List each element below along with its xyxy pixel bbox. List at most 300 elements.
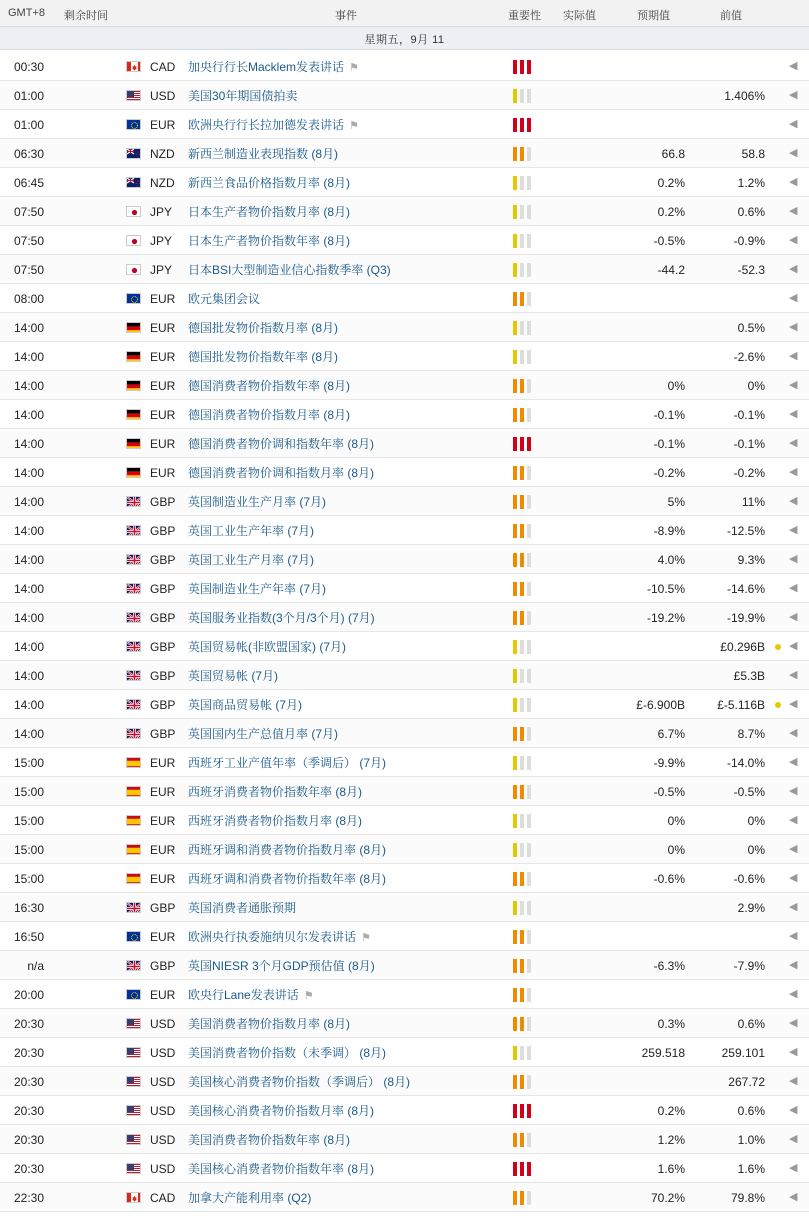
- event-title: 美国消费者物价指数年率 (8月): [188, 1133, 351, 1147]
- event-link[interactable]: [188, 611, 375, 625]
- table-row[interactable]: [0, 835, 809, 864]
- currency-code: NZD: [150, 147, 175, 161]
- previous-value: 1.6%: [737, 1162, 765, 1176]
- actual-value: 70.2%: [650, 1191, 685, 1205]
- event-link[interactable]: [188, 60, 359, 75]
- table-row[interactable]: [0, 371, 809, 400]
- event-link[interactable]: [188, 495, 326, 509]
- previous-value: 0.6%: [737, 205, 765, 219]
- importance-mark: [520, 1046, 524, 1060]
- table-row[interactable]: [0, 1038, 809, 1067]
- previous-value: -0.6%: [733, 872, 765, 886]
- event-link[interactable]: [188, 901, 296, 915]
- table-row[interactable]: [0, 168, 809, 197]
- table-row[interactable]: [0, 1125, 809, 1154]
- event-link[interactable]: [188, 1046, 386, 1060]
- importance-mark: [527, 669, 531, 683]
- importance-mark: [527, 1162, 531, 1176]
- event-link[interactable]: [188, 263, 391, 277]
- importance-indicator: [513, 727, 535, 741]
- event-time: 07:50: [13, 263, 44, 277]
- event-link[interactable]: [188, 1162, 374, 1176]
- expand-arrow-icon[interactable]: ◀: [789, 1104, 798, 1116]
- event-link[interactable]: [188, 1017, 350, 1031]
- event-link[interactable]: [188, 408, 350, 422]
- event-time: 01:00: [13, 118, 44, 132]
- canada-flag-icon: [126, 1192, 141, 1203]
- importance-mark: [527, 756, 531, 770]
- event-title: 西班牙调和消费者物价指数月率 (8月): [188, 843, 387, 857]
- expand-arrow-icon[interactable]: ◀: [789, 1162, 798, 1174]
- previous-value: 58.8: [741, 147, 765, 161]
- speech-icon: ⚑: [361, 932, 371, 944]
- previous-value: -0.2%: [733, 466, 765, 480]
- united-states-flag-icon: [126, 1018, 141, 1029]
- currency-code: EUR: [150, 408, 176, 422]
- actual-value: -44.2: [657, 263, 685, 277]
- actual-header: 实际值: [563, 10, 596, 22]
- table-row[interactable]: [0, 603, 809, 632]
- united-states-flag-icon: [126, 1105, 141, 1116]
- currency-code: EUR: [150, 872, 176, 886]
- event-time: 14:00: [13, 495, 44, 509]
- actual-value: 259.518: [641, 1046, 685, 1060]
- actual-value: 0.2%: [657, 176, 685, 190]
- event-list: [0, 52, 809, 1212]
- importance-mark: [520, 205, 524, 219]
- table-row[interactable]: [0, 1009, 809, 1038]
- table-row[interactable]: [0, 400, 809, 429]
- event-title: 美国消费者物价指数（未季调） (8月): [188, 1046, 387, 1060]
- event-link[interactable]: [188, 350, 338, 364]
- actual-value: 4.0%: [657, 553, 685, 567]
- importance-mark: [513, 756, 517, 770]
- event-header: 事件: [335, 10, 357, 22]
- currency-code: CAD: [150, 1191, 176, 1205]
- importance-mark: [520, 350, 524, 364]
- germany-flag-icon: [126, 322, 141, 333]
- table-row[interactable]: [0, 980, 809, 1009]
- table-row[interactable]: [0, 545, 809, 574]
- event-link[interactable]: [188, 147, 338, 161]
- importance-mark: [513, 524, 517, 538]
- expand-arrow-icon[interactable]: ◀: [789, 901, 798, 913]
- revision-dot-icon: [775, 644, 781, 650]
- previous-value: £0.296B: [720, 640, 765, 654]
- importance-mark: [513, 118, 517, 132]
- spain-flag-icon: [126, 873, 141, 884]
- importance-mark: [527, 930, 531, 944]
- event-time: 08:00: [13, 292, 44, 306]
- expand-arrow-icon[interactable]: ◀: [789, 930, 798, 942]
- importance-mark: [527, 321, 531, 335]
- event-title: 欧洲央行执委施纳贝尔发表讲话: [188, 930, 357, 944]
- event-time: 07:50: [13, 205, 44, 219]
- event-title: 英国服务业指数(3个月/3个月) (7月): [188, 611, 375, 625]
- importance-indicator: [513, 988, 535, 1002]
- event-link[interactable]: [188, 553, 314, 567]
- timezone-header[interactable]: GMT+8: [8, 7, 45, 19]
- currency-code: EUR: [150, 988, 176, 1002]
- expand-arrow-icon[interactable]: ◀: [789, 379, 798, 391]
- importance-indicator: [513, 147, 535, 161]
- importance-mark: [520, 176, 524, 190]
- event-link[interactable]: [188, 1133, 350, 1147]
- day-separator: [0, 27, 809, 50]
- expand-arrow-icon[interactable]: ◀: [789, 843, 798, 855]
- event-link[interactable]: [188, 437, 374, 451]
- table-row[interactable]: [0, 110, 809, 139]
- currency-code: EUR: [150, 466, 176, 480]
- event-link[interactable]: [188, 843, 386, 857]
- importance-mark: [527, 553, 531, 567]
- importance-mark: [520, 1191, 524, 1205]
- importance-mark: [520, 495, 524, 509]
- importance-mark: [520, 930, 524, 944]
- table-row[interactable]: [0, 342, 809, 371]
- expand-arrow-icon[interactable]: ◀: [789, 408, 798, 420]
- event-title: 日本BSI大型制造业信心指数季率 (Q3): [188, 263, 391, 277]
- importance-indicator: [513, 437, 535, 451]
- expand-arrow-icon[interactable]: ◀: [789, 234, 798, 246]
- event-title: 英国工业生产年率 (7月): [188, 524, 315, 538]
- expand-arrow-icon[interactable]: ◀: [789, 553, 798, 565]
- united-states-flag-icon: [126, 1047, 141, 1058]
- table-row[interactable]: [0, 1067, 809, 1096]
- importance-mark: [527, 350, 531, 364]
- previous-value: -52.3: [737, 263, 765, 277]
- united-kingdom-flag-icon: [126, 699, 141, 710]
- currency-code: EUR: [150, 118, 176, 132]
- united-states-flag-icon: [126, 1163, 141, 1174]
- event-link[interactable]: [188, 176, 350, 190]
- currency-code: USD: [150, 1017, 176, 1031]
- expand-arrow-icon[interactable]: ◀: [789, 89, 798, 101]
- united-kingdom-flag-icon: [126, 728, 141, 739]
- previous-value: 1.406%: [724, 89, 765, 103]
- table-row[interactable]: [0, 81, 809, 110]
- importance-mark: [527, 582, 531, 596]
- event-link[interactable]: [188, 89, 297, 103]
- importance-mark: [513, 1104, 517, 1118]
- importance-mark: [513, 176, 517, 190]
- table-row[interactable]: [0, 632, 809, 661]
- currency-code: GBP: [150, 669, 176, 683]
- event-link[interactable]: [188, 640, 346, 654]
- importance-mark: [520, 1017, 524, 1031]
- spain-flag-icon: [126, 844, 141, 855]
- importance-indicator: [513, 843, 535, 857]
- table-row[interactable]: [0, 313, 809, 342]
- expand-arrow-icon[interactable]: ◀: [789, 756, 798, 768]
- expand-arrow-icon[interactable]: ◀: [789, 785, 798, 797]
- event-link[interactable]: [188, 234, 350, 248]
- event-link[interactable]: [188, 205, 350, 219]
- event-link[interactable]: [188, 321, 338, 335]
- expand-arrow-icon[interactable]: ◀: [789, 176, 798, 188]
- table-row[interactable]: [0, 226, 809, 255]
- importance-mark: [513, 1075, 517, 1089]
- table-row[interactable]: [0, 748, 809, 777]
- table-row[interactable]: [0, 690, 809, 719]
- expand-arrow-icon[interactable]: ◀: [789, 466, 798, 478]
- speech-icon: ⚑: [349, 62, 359, 74]
- table-row[interactable]: [0, 806, 809, 835]
- importance-indicator: [513, 495, 535, 509]
- table-row[interactable]: [0, 429, 809, 458]
- currency-code: USD: [150, 1162, 176, 1176]
- table-row[interactable]: [0, 661, 809, 690]
- importance-mark: [520, 814, 524, 828]
- importance-mark: [527, 727, 531, 741]
- event-link[interactable]: [188, 524, 314, 538]
- expand-arrow-icon[interactable]: ◀: [789, 118, 798, 130]
- event-time: 14:00: [13, 698, 44, 712]
- new-zealand-flag-icon: [126, 177, 141, 188]
- importance-mark: [527, 263, 531, 277]
- importance-mark: [527, 292, 531, 306]
- table-row[interactable]: [0, 52, 809, 81]
- importance-mark: [520, 118, 524, 132]
- expand-arrow-icon[interactable]: ◀: [789, 1191, 798, 1203]
- table-row[interactable]: [0, 1096, 809, 1125]
- expand-arrow-icon[interactable]: ◀: [789, 611, 798, 623]
- table-row[interactable]: [0, 574, 809, 603]
- importance-indicator: [513, 1133, 535, 1147]
- importance-mark: [520, 553, 524, 567]
- importance-mark: [527, 408, 531, 422]
- importance-indicator: [513, 582, 535, 596]
- previous-value: -0.1%: [733, 437, 765, 451]
- actual-value: -10.5%: [646, 582, 685, 596]
- japan-flag-icon: [126, 264, 141, 275]
- expand-arrow-icon[interactable]: ◀: [789, 872, 798, 884]
- importance-mark: [520, 756, 524, 770]
- importance-mark: [520, 698, 524, 712]
- table-row[interactable]: [0, 284, 809, 313]
- expand-arrow-icon[interactable]: ◀: [789, 669, 798, 681]
- actual-value: 0.2%: [657, 205, 685, 219]
- expand-arrow-icon[interactable]: ◀: [789, 350, 798, 362]
- importance-mark: [513, 930, 517, 944]
- previous-value: £-5.116B: [717, 698, 765, 712]
- currency-code: EUR: [150, 292, 176, 306]
- event-link[interactable]: [188, 1075, 410, 1089]
- importance-mark: [513, 495, 517, 509]
- previous-value: -7.9%: [733, 959, 765, 973]
- importance-mark: [513, 60, 517, 74]
- forecast-header: 预期值: [637, 10, 670, 22]
- table-row[interactable]: [0, 1183, 809, 1212]
- expand-arrow-icon[interactable]: ◀: [789, 1075, 798, 1087]
- currency-code: GBP: [150, 582, 176, 596]
- expand-arrow-icon[interactable]: ◀: [789, 582, 798, 594]
- importance-mark: [527, 495, 531, 509]
- expand-arrow-icon[interactable]: ◀: [789, 727, 798, 739]
- importance-mark: [513, 1191, 517, 1205]
- united-kingdom-flag-icon: [126, 641, 141, 652]
- expand-arrow-icon[interactable]: ◀: [789, 988, 798, 1000]
- importance-mark: [520, 379, 524, 393]
- currency-code: EUR: [150, 843, 176, 857]
- japan-flag-icon: [126, 206, 141, 217]
- importance-indicator: [513, 1017, 535, 1031]
- expand-arrow-icon[interactable]: ◀: [789, 292, 798, 304]
- importance-mark: [513, 1162, 517, 1176]
- importance-mark: [520, 611, 524, 625]
- importance-mark: [513, 292, 517, 306]
- importance-mark: [527, 205, 531, 219]
- event-title: 欧洲央行行长拉加德发表讲话: [188, 118, 345, 132]
- event-link[interactable]: [188, 1104, 374, 1118]
- european-union-flag-icon: [126, 119, 141, 130]
- table-row[interactable]: [0, 197, 809, 226]
- importance-indicator: [513, 118, 535, 132]
- event-title: 新西兰制造业表现指数 (8月): [188, 147, 339, 161]
- event-link[interactable]: [188, 814, 362, 828]
- importance-mark: [520, 582, 524, 596]
- previous-value: 0%: [747, 814, 765, 828]
- expand-arrow-icon[interactable]: ◀: [789, 263, 798, 275]
- importance-mark: [520, 1104, 524, 1118]
- table-row[interactable]: [0, 255, 809, 284]
- previous-value: 79.8%: [730, 1191, 765, 1205]
- event-title: 欧央行Lane发表讲话: [188, 988, 299, 1002]
- previous-value: 11%: [741, 495, 765, 509]
- united-states-flag-icon: [126, 90, 141, 101]
- currency-code: JPY: [150, 234, 173, 248]
- event-link[interactable]: [188, 582, 326, 596]
- event-link[interactable]: [188, 118, 359, 133]
- germany-flag-icon: [126, 438, 141, 449]
- table-row[interactable]: [0, 922, 809, 951]
- event-title: 英国制造业生产月率 (7月): [188, 495, 327, 509]
- currency-code: CAD: [150, 60, 176, 74]
- actual-value: 0%: [667, 843, 685, 857]
- germany-flag-icon: [126, 409, 141, 420]
- importance-mark: [527, 872, 531, 886]
- importance-mark: [527, 1075, 531, 1089]
- event-time: 14:00: [13, 727, 44, 741]
- expand-arrow-icon[interactable]: ◀: [789, 814, 798, 826]
- currency-code: USD: [150, 1075, 176, 1089]
- table-row[interactable]: [0, 458, 809, 487]
- expand-arrow-icon[interactable]: ◀: [789, 495, 798, 507]
- expand-arrow-icon[interactable]: ◀: [789, 1017, 798, 1029]
- event-time: 15:00: [13, 756, 44, 770]
- importance-mark: [520, 959, 524, 973]
- event-time: 01:00: [13, 89, 44, 103]
- event-link[interactable]: [188, 292, 260, 306]
- table-row[interactable]: [0, 516, 809, 545]
- importance-indicator: [513, 785, 535, 799]
- expand-arrow-icon[interactable]: ◀: [789, 640, 798, 652]
- expand-arrow-icon[interactable]: ◀: [789, 1133, 798, 1145]
- importance-indicator: [513, 466, 535, 480]
- event-link[interactable]: [188, 988, 314, 1003]
- importance-mark: [520, 147, 524, 161]
- importance-mark: [520, 669, 524, 683]
- importance-indicator: [513, 930, 535, 944]
- table-row[interactable]: [0, 864, 809, 893]
- importance-mark: [520, 901, 524, 915]
- table-row[interactable]: [0, 951, 809, 980]
- event-time: 00:30: [13, 60, 44, 74]
- event-link[interactable]: [188, 785, 362, 799]
- currency-code: EUR: [150, 437, 176, 451]
- day-label: 星期五，9月 11: [364, 34, 445, 46]
- event-link[interactable]: [188, 727, 338, 741]
- event-link[interactable]: [188, 756, 386, 770]
- table-row[interactable]: [0, 719, 809, 748]
- importance-mark: [513, 1017, 517, 1031]
- remaining-time-header: 剩余时间: [64, 10, 108, 22]
- event-link[interactable]: [188, 379, 350, 393]
- importance-indicator: [513, 698, 535, 712]
- event-link[interactable]: [188, 872, 386, 886]
- importance-mark: [513, 669, 517, 683]
- table-row[interactable]: [0, 487, 809, 516]
- table-row[interactable]: [0, 893, 809, 922]
- expand-arrow-icon[interactable]: ◀: [789, 698, 798, 710]
- event-title: 英国贸易帐 (7月): [188, 669, 279, 683]
- table-row[interactable]: [0, 1154, 809, 1183]
- event-title: 英国工业生产月率 (7月): [188, 553, 315, 567]
- previous-value: 1.0%: [737, 1133, 765, 1147]
- event-title: 新西兰食品价格指数月率 (8月): [188, 176, 351, 190]
- event-link[interactable]: [188, 1191, 311, 1205]
- united-kingdom-flag-icon: [126, 525, 141, 536]
- event-link[interactable]: [188, 930, 371, 945]
- actual-value: 6.7%: [657, 727, 685, 741]
- expand-arrow-icon[interactable]: ◀: [789, 60, 798, 72]
- importance-mark: [527, 785, 531, 799]
- expand-arrow-icon[interactable]: ◀: [789, 437, 798, 449]
- actual-value: 5%: [667, 495, 685, 509]
- united-kingdom-flag-icon: [126, 496, 141, 507]
- event-link[interactable]: [188, 698, 302, 712]
- event-link[interactable]: [188, 959, 375, 973]
- event-title: 美国消费者物价指数月率 (8月): [188, 1017, 351, 1031]
- expand-arrow-icon[interactable]: ◀: [789, 205, 798, 217]
- importance-indicator: [513, 959, 535, 973]
- united-kingdom-flag-icon: [126, 902, 141, 913]
- expand-arrow-icon[interactable]: ◀: [789, 321, 798, 333]
- actual-value: 0.3%: [657, 1017, 685, 1031]
- event-time: 14:00: [13, 466, 44, 480]
- actual-value: -0.1%: [653, 408, 685, 422]
- event-time: 20:30: [13, 1162, 44, 1176]
- event-link[interactable]: [188, 466, 374, 480]
- event-time: 20:30: [13, 1075, 44, 1089]
- importance-indicator: [513, 1162, 535, 1176]
- importance-indicator: [513, 60, 535, 74]
- event-link[interactable]: [188, 669, 278, 683]
- expand-arrow-icon[interactable]: ◀: [789, 1046, 798, 1058]
- event-title: 西班牙消费者物价指数月率 (8月): [188, 814, 363, 828]
- event-time: 20:30: [13, 1133, 44, 1147]
- expand-arrow-icon[interactable]: ◀: [789, 524, 798, 536]
- event-time: 15:00: [13, 785, 44, 799]
- table-row[interactable]: [0, 139, 809, 168]
- expand-arrow-icon[interactable]: ◀: [789, 959, 798, 971]
- table-row[interactable]: [0, 777, 809, 806]
- previous-value: 8.7%: [737, 727, 765, 741]
- previous-value: 0%: [747, 379, 765, 393]
- importance-mark: [527, 176, 531, 190]
- actual-value: -9.9%: [653, 756, 685, 770]
- expand-arrow-icon[interactable]: ◀: [789, 147, 798, 159]
